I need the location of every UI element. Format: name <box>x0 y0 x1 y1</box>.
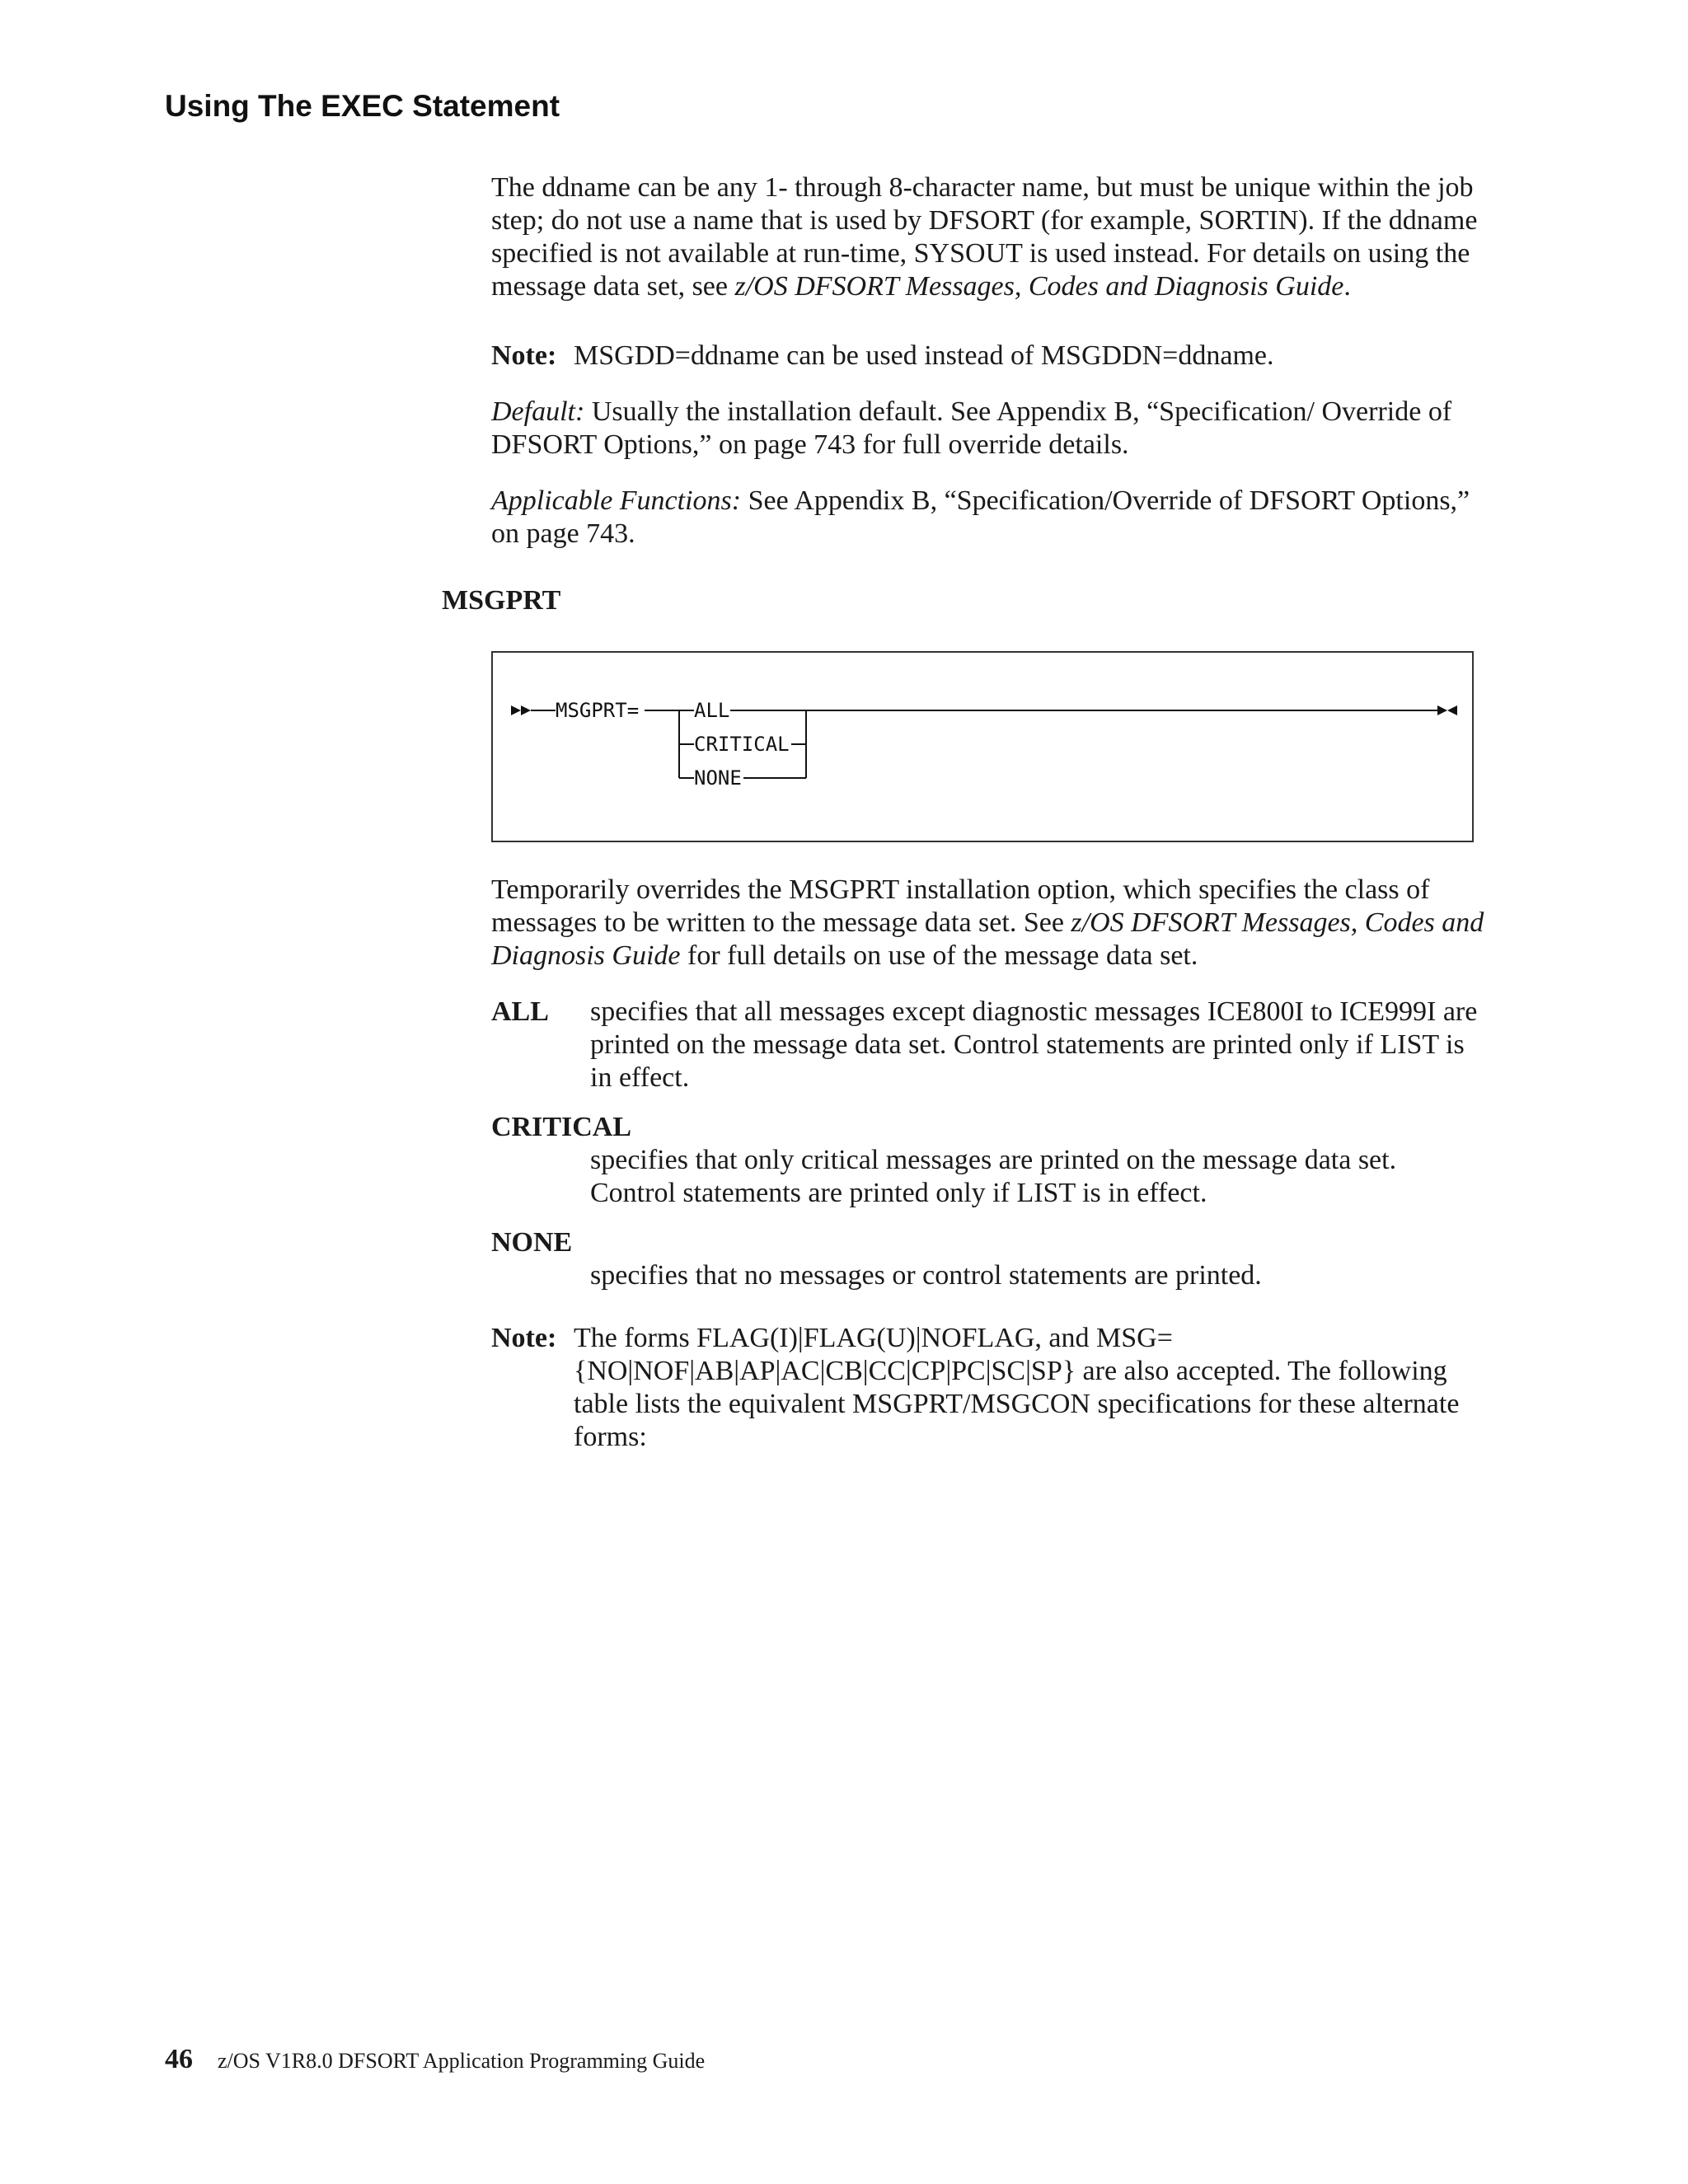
page-footer <box>165 2044 705 2075</box>
section-heading: MSGPRT <box>442 585 561 616</box>
page-number: 46 <box>165 2044 193 2074</box>
syntax-option-all: ALL <box>694 699 730 722</box>
end-arrow-icon <box>1447 705 1457 715</box>
default-label: Default: <box>491 396 585 427</box>
note-text: The forms FLAG(I)|FLAG(U)|NOFLAG, and MSG={NO|NOF|AB|AP|AC|CB|CC|CP|PC|SC|SP} are also accepted. The following table lists the equivalent MSGPRT/MSGCON specifications for these alternate forms: <box>574 1323 1460 1452</box>
note-alternate-forms <box>491 1322 1489 1454</box>
running-head: Using The EXEC Statement <box>165 89 560 123</box>
start-arrow-icon <box>511 705 521 715</box>
description-paragraph: Temporarily overrides the MSGPRT installation option, which specifies the class of messages to be written to the message data set. See z/OS DFSORT Messages, Codes and Diagnosis Guide for full details on use of the message data set. <box>491 874 1484 971</box>
applicable-functions-paragraph: Applicable Functions: See Appendix B, “Specification/Override of DFSORT Options,” on page 743. <box>491 485 1470 549</box>
default-paragraph: Default: Usually the installation default. See Appendix B, “Specification/ Override of DFSORT Options,” on page 743 for full override details. <box>491 396 1452 460</box>
syntax-keyword: MSGPRT= <box>556 699 640 722</box>
note-text: MSGDD=ddname can be used instead of MSGDDN=ddname. <box>574 340 1274 371</box>
applicable-label: Applicable Functions: <box>491 485 742 516</box>
note <box>491 340 1489 373</box>
definition-text: specifies that only critical messages are printed on the message data set. Control statements are printed only if LIST is in effect. <box>590 1145 1397 1208</box>
definition-none <box>491 1226 1489 1292</box>
intro-section <box>491 171 1489 551</box>
msgprt-description-section <box>491 874 1489 1454</box>
note-label: Note: <box>491 1323 557 1353</box>
intro-paragraph: The ddname can be any 1- through 8-character name, but must be unique within the job step; do not use a name that is used by DFSORT (for example, SORTIN). If the ddname specified is not available at run-time, SYSOUT is used instead. For details on using the message data set, see z/OS DFSORT Messages, Codes and Diagnosis Guide. <box>491 172 1478 302</box>
definition-all <box>491 996 1489 1094</box>
note-label: Note: <box>491 340 557 371</box>
book-title: z/OS V1R8.0 DFSORT Application Programming Guide <box>218 2049 706 2073</box>
syntax-option-critical: CRITICAL <box>694 733 790 756</box>
syntax-diagram <box>491 651 1474 842</box>
reference-title: z/OS DFSORT Messages, Codes and Diagnosis Guide <box>734 271 1344 302</box>
definition-term: NONE <box>491 1227 573 1258</box>
reference-title: z/OS DFSORT Messages, Codes and Diagnosis Guide <box>491 907 1484 971</box>
definition-critical <box>491 1111 1489 1210</box>
definition-term: ALL <box>491 996 549 1027</box>
definition-text: specifies that all messages except diagnostic messages ICE800I to ICE999I are printed on the message data set. Control statements are printed only if LIST is in effect. <box>590 996 1478 1093</box>
syntax-option-none: NONE <box>694 766 742 790</box>
definition-text: specifies that no messages or control statements are printed. <box>590 1260 1262 1291</box>
end-arrow-icon <box>1437 705 1447 715</box>
definition-term: CRITICAL <box>491 1112 632 1142</box>
syntax-diagram-svg <box>493 653 1475 844</box>
start-arrow-icon <box>521 705 531 715</box>
